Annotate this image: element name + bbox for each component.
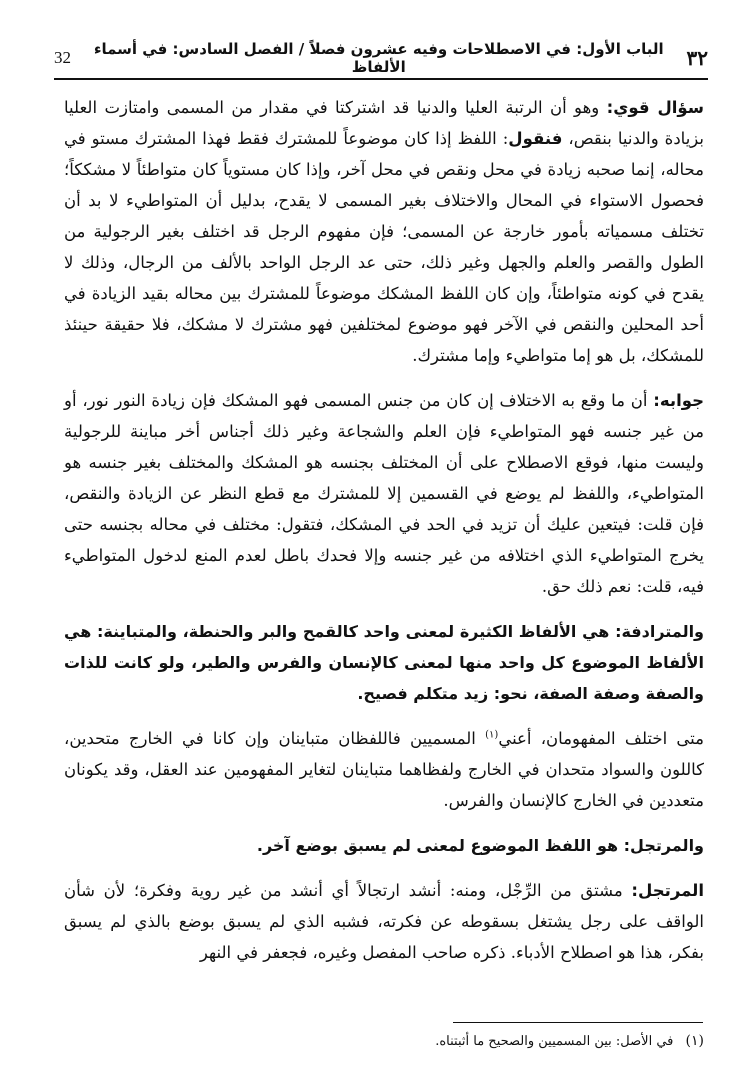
inline-bold-term: فنقول [508,129,563,148]
paragraph [64,830,704,861]
paragraph-lead-term: جوابه: [653,391,704,410]
footnote-divider [453,1022,703,1023]
paragraph-text: : اللفظ إذا كان موضوعاً للمشترك فقط فهذا المشترك مستو في محاله، إنما صحبه زيادة في محل ونقص في محل آخر، وإذا كان مستوياً كان متواطئاً لا مشككاً؛ فحصول الاستواء في المحال والاختلاف بغير المسمى لا يقدح، بدليل أن المتواطيء لا بد أن تختلف مسمياته بأمور خارجة عن المسمى؛ فإن مفهوم الرجل قد اختلف بغير الرجولية من الطول والقصر والعلم والجهل وغير ذلك، حتى عد الرجل الواحد بالألف من الرجال، وذلك لا يقدح في كونه متواطئاً، وإن كان اللفظ المشكك موضوعاً للمشترك بين محاله بقيد الزيادة في أحد المحلين والنقص في الآخر فهو موضوع لمختلفين فهو مشترك لا مشكك، فلا حقيقة حينئذ للمشكك، بل هو إما متواطيء وإما مشترك. [64,129,704,365]
paragraph [64,723,704,816]
paragraph-lead-term: والمترادفة: [615,622,704,641]
page-number-latin: 32 [54,48,71,67]
page-header [54,38,708,80]
page-body [64,92,704,982]
paragraph-text: مشتق من الرِّجْل، ومنه: أنشد ارتجالاً أي أنشد من غير روية وفكرة؛ لأن شأن الواقف على رجل يشتغل بسقوطه عن فكرته، فشبه الذي لم يسبق بوضع بالذي لم يسبق بفكر، هذا هو اصطلاح الأدباء. ذكره صاحب المفصل وغيره، فجعفر في النهر [64,881,704,962]
paragraph-text: المسميين فاللفظان متباينان وإن كانا في الخارج متحدين، كاللون والسواد متحدان في الخارج ولفظاهما متباينان لتغاير المفهومين عند العقل، وقد يكونان متعددين في الخارج كالإنسان والفرس. [64,729,704,810]
paragraph [64,92,704,371]
paragraph-text: هو اللفظ الموضوع لمعنى لم يسبق بوضع آخر. [256,836,624,855]
running-title: الباب الأول: في الاصطلاحات وفيه عشرون فصلاً / الفصل السادس: في أسماء الألفاظ [93,40,664,76]
paragraph [64,875,704,968]
footnote-marker: (١) [485,729,499,741]
footnote-number: (١) [685,1033,704,1049]
paragraph-text: وهو أن الرتبة العليا والدنيا قد اشتركتا في مقدار من المسمى وامتازت العليا بزيادة والدنيا بنقص، [64,98,704,148]
footnote [300,1030,704,1053]
paragraph [64,385,704,602]
page-number-arabic: ٣٢ [686,46,708,70]
paragraph-lead-term: والمرتجل: [623,836,704,855]
paragraph-lead-term: المرتجل: [631,881,704,900]
footnote-text: في الأصل: بين المسميين والصحيح ما أثبتناه. [435,1034,674,1049]
paragraph-text: هي الألفاظ الكثيرة لمعنى واحد كالقمح والبر والحنطة، والمتباينة: هي الألفاظ الموضوع كل واحد منها لمعنى كالإنسان والفرس والطير، ولو كانت للذات والصفة وصفة الصفة، نحو: زيد متكلم فصيح. [64,622,704,703]
paragraph [64,616,704,709]
paragraph-lead-term: سؤال قوي: [606,98,704,117]
paragraph-text: أن ما وقع به الاختلاف إن كان من جنس المسمى فهو المشكك فإن زيادة النور نور، أو من غير جنسه فهو المتواطيء فإن العلم والشجاعة وغير ذلك أجناس أخر مباينة للرجولية وليست منها، فوقع الاصطلاح على أن المختلف بجنسه هو المشكك والمختلف بغير جنسه هو المتواطيء، واللفظ لم يوضع في القسمين إلا للمشترك مع قطع النظر عن الزيادة والنقص، فإن قلت: فيتعين عليك أن تزيد في الحد في المشكك، فتقول: مختلف في محاله بجنسه حتى يخرج المتواطيء الذي اختلافه من غير جنسه وإلا فحدك باطل لعدم المنع لدخول المتواطيء فيه، قلت: نعم ذلك حق. [64,391,704,596]
paragraph-text: متى اختلف المفهومان، أعني [498,729,704,748]
